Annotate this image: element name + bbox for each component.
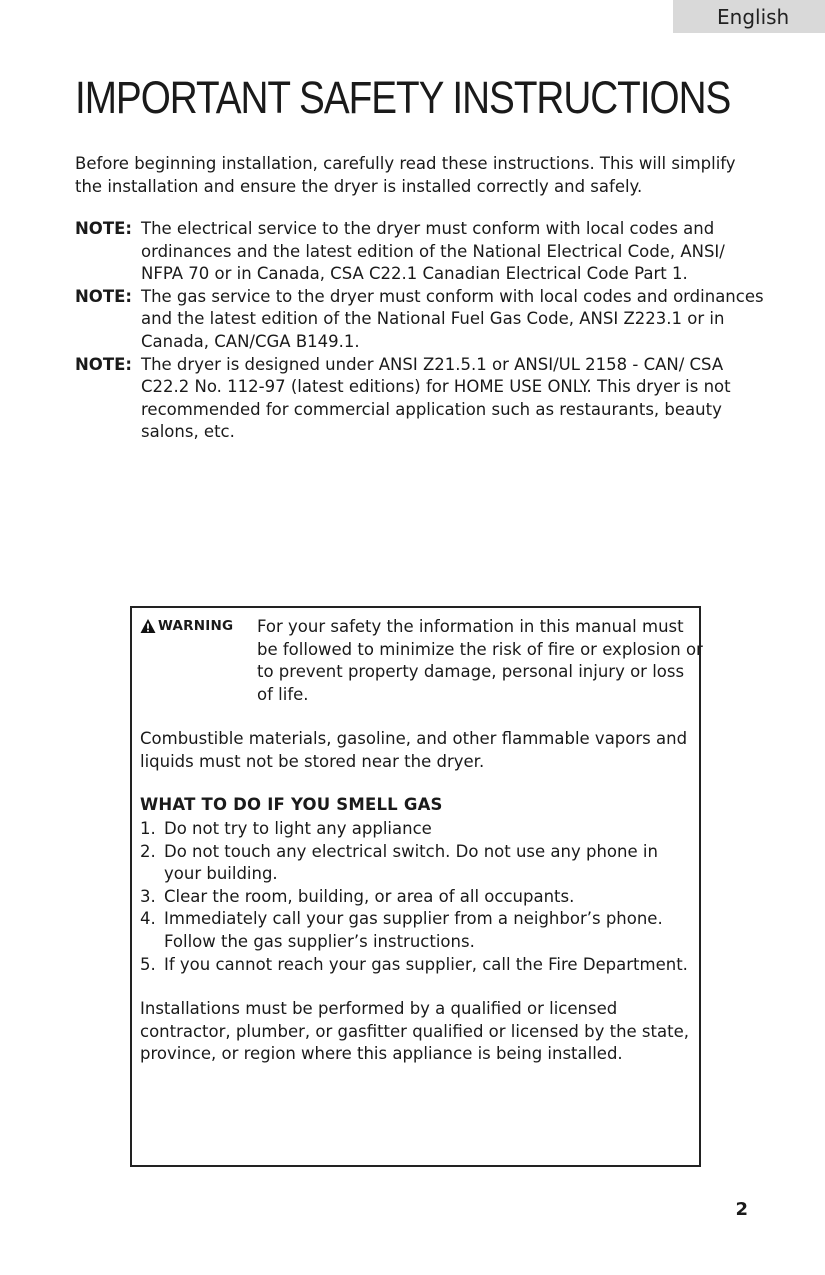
note-text: The electrical service to the dryer must conform with local codes and ordinances and the latest edition of the National Electrical Code, ANSI/ NFPA 70 or in Canada, CSA C22.1 Canadian Electrical Code Part 1. [141, 219, 725, 284]
list-item [140, 908, 695, 953]
list-item [140, 954, 695, 977]
warning-header [140, 618, 233, 634]
list-item [140, 841, 695, 886]
step-number: 1. [140, 819, 156, 838]
note-label: NOTE: [75, 354, 132, 374]
step-text: If you cannot reach your gas supplier, call the Fire Department. [164, 954, 688, 974]
smell-gas-heading: WHAT TO DO IF YOU SMELL GAS [140, 795, 443, 814]
step-text: Immediately call your gas supplier from a neighbor’s phone. Follow the gas supplier’s instructions. [164, 909, 663, 951]
list-item [140, 818, 695, 841]
installation-requirement-text: Installations must be performed by a qualified or licensed contractor, plumber, or gasfitter qualified or licensed by the state, province, or region where this appliance is being installed. [140, 999, 689, 1064]
step-text: Do not try to light any appliance [164, 819, 432, 838]
language-tab: English [673, 0, 825, 33]
step-number: 3. [140, 886, 156, 906]
page-title: IMPORTANT SAFETY INSTRUCTIONS [75, 72, 731, 123]
note-text: The dryer is designed under ANSI Z21.5.1 or ANSI/UL 2158 - CAN/ CSA C22.2 No. 112-97 (latest editions) for HOME USE ONLY. This dryer is not recommended for commercial application such as restaurants, beauty salons, etc. [141, 354, 731, 442]
step-number: 2. [140, 841, 156, 861]
step-text: Clear the room, building, or area of all occupants. [164, 886, 575, 906]
note-electrical [75, 218, 765, 286]
note-gas [75, 286, 765, 354]
step-number: 5. [140, 954, 156, 974]
warning-text: For your safety the information in this manual must be followed to minimize the risk of fire or explosion or to prevent property damage, personal injury or loss of life. [257, 617, 703, 704]
list-item [140, 886, 695, 909]
page-number: 2 [735, 1199, 748, 1220]
intro-paragraph: Before beginning installation, carefully read these instructions. This will simplify the installation and ensure the dryer is installed correctly and safely. [75, 154, 736, 196]
note-design [75, 354, 765, 444]
gas-steps-list [140, 818, 695, 976]
step-text: Do not touch any electrical switch. Do not use any phone in your building. [164, 841, 658, 884]
notes-list [75, 218, 765, 444]
note-label: NOTE: [75, 286, 132, 306]
warning-box [130, 606, 701, 1167]
step-number: 4. [140, 909, 156, 929]
warning-label: WARNING [158, 618, 234, 634]
note-text: The gas service to the dryer must conform with local codes and ordinances and the latest edition of the National Fuel Gas Code, ANSI Z223.1 or in Canada, CAN/CGA B149.1. [141, 286, 764, 351]
warning-triangle-icon [140, 618, 156, 634]
note-label: NOTE: [75, 219, 132, 238]
combustibles-text: Combustible materials, gasoline, and other flammable vapors and liquids must not be stored near the dryer. [140, 729, 688, 771]
